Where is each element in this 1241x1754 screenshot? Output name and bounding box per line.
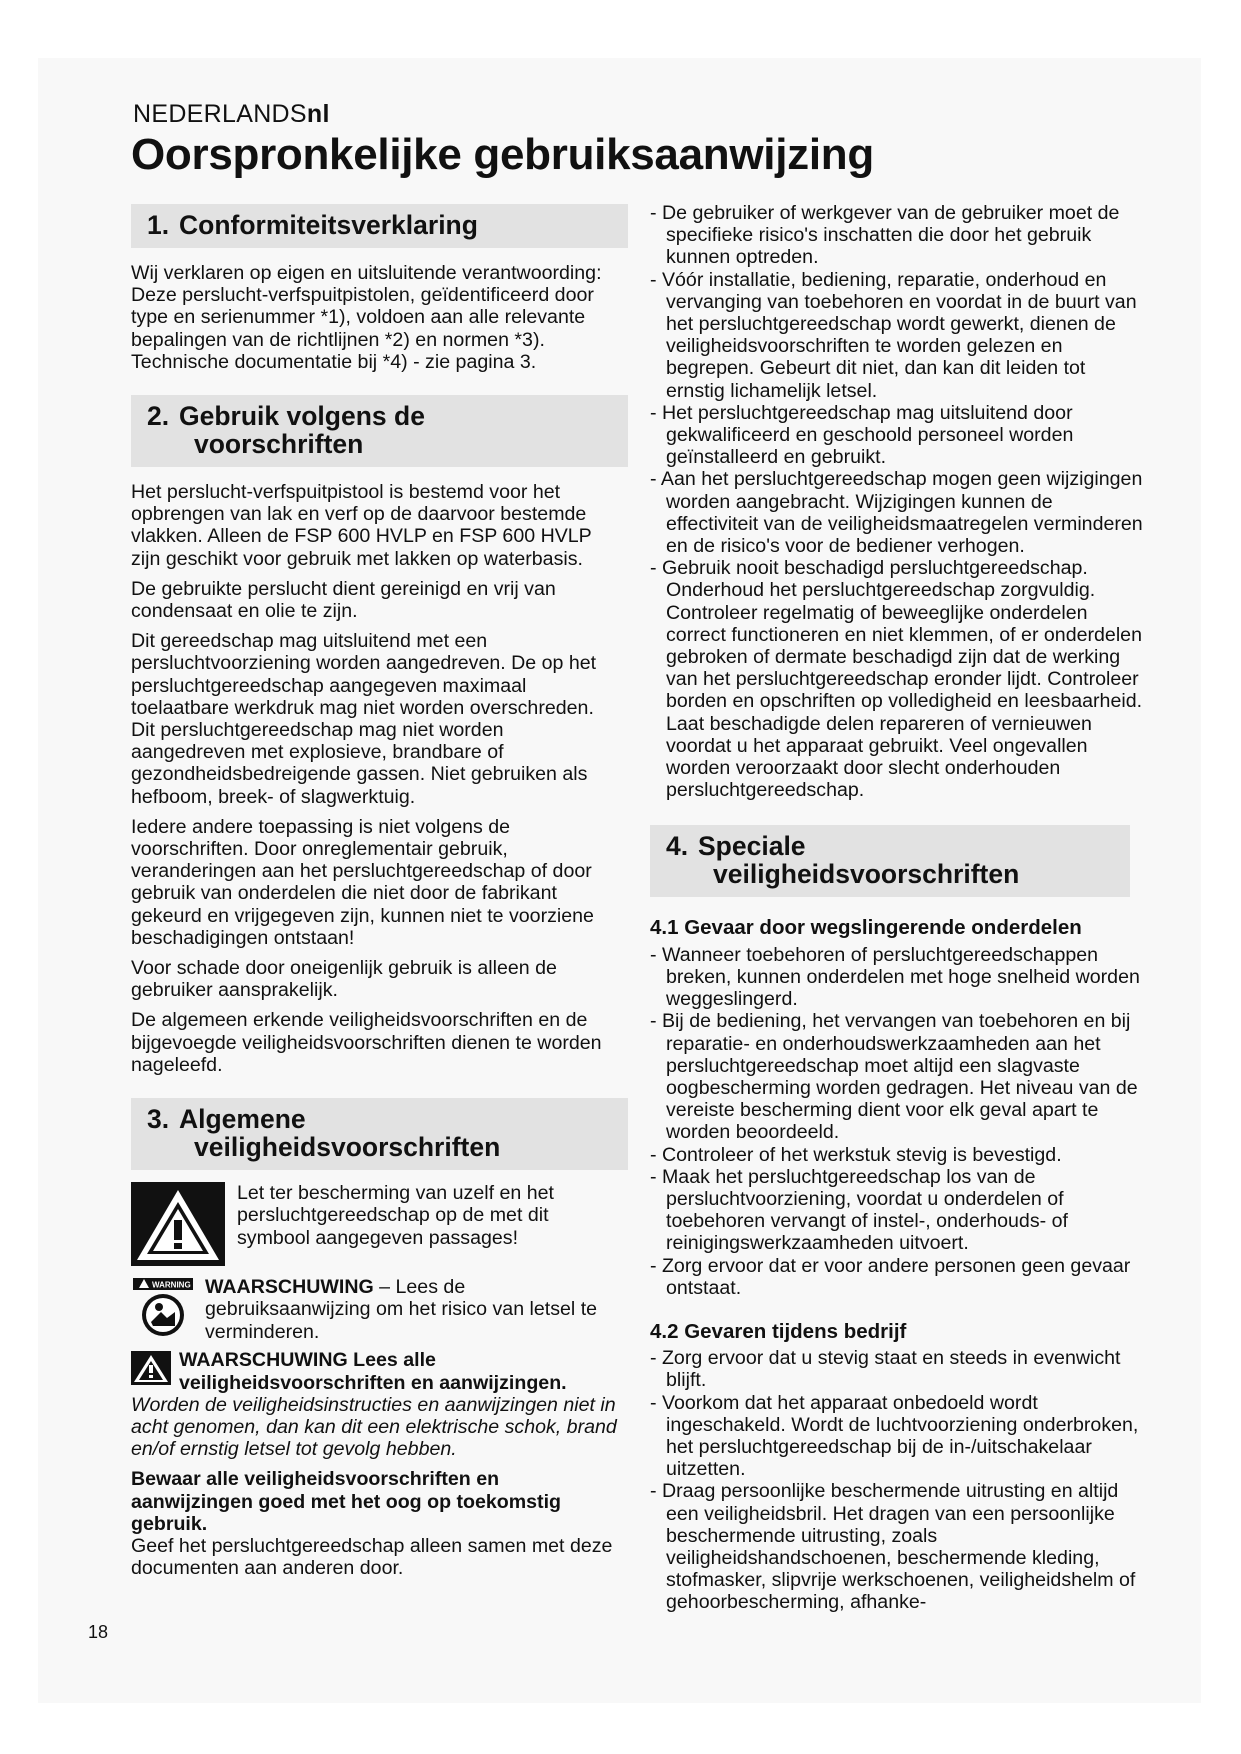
warning-label: WARNING xyxy=(152,1280,191,1290)
section-3-heading: 3. Algemene veiligheidsvoorschriften xyxy=(131,1098,628,1170)
read-manual-icon xyxy=(131,1276,195,1343)
general-warning-block: WAARSCHUWING Lees alle veiligheidsvoorschriften en aanwijzingen. Worden de veiligheidsinstructies en aanwijzingen niet in acht genomen, dan kan dit een elektrische schok, brand en/of ernstig letsel tot gevolg hebben. xyxy=(131,1349,617,1461)
section-2-p5: Voor schade door oneigenlijk gebruik is alleen de gebruiker aansprakelijk. xyxy=(131,957,557,1002)
section-2-p3: Dit gereedschap mag uitsluitend met een persluchtvoorziening worden aangedreven. De op het persluchtgereedschap aangegeven maximaal toelaatbare werkdruk mag niet worden overschreden. Dit persluchtgereedschap mag niet worden aangedreven met explosieve, brandbare of gezondheidsbedreigende gassen. Niet gebruiken als hefboom, breek- of slagwerktuig. xyxy=(131,630,597,808)
section-2-p2: De gebruikte perslucht dient gereinigd en vrij van condensaat en olie te zijn. xyxy=(131,577,556,623)
language-header: NEDERLANDSnl xyxy=(133,100,330,128)
warning-symbol-text: Let ter bescherming van uzelf en het persluchtgereedschap op de met dit symbool aangegeven passages! xyxy=(237,1182,554,1249)
right-column xyxy=(650,202,1146,1614)
list-item: - De gebruiker of werkgever van de gebruiker moet de specifieke risico's inschatten die door het gebruik kunnen optreden. xyxy=(650,202,1120,269)
section-2-p4: Iedere andere toepassing is niet volgens de voorschriften. Door onreglementair gebruik, veranderingen aan het persluchtgereedschap of door gebruik van onderdelen die niet door de fabrikant gekeurd en vrijgegeven zijn, kunnen niet te voorziene beschadigingen ontstaan! xyxy=(131,815,594,949)
list-item: - Voorkom dat het apparaat onbedoeld wordt ingeschakeld. Wordt de luchtvoorziening onderbroken, het persluchtgereedschap bij de in-/uitschakelaar uitzetten. xyxy=(650,1391,1139,1481)
list-item: - Maak het persluchtgereedschap los van de persluchtvoorziening, voordat u onderdelen of toebehoren vervangt of instel-, onderhouds- of reinigingswerkzaamheden uitvoert. xyxy=(650,1165,1068,1255)
section-1-heading: 1. Conformiteitsverklaring xyxy=(131,204,628,248)
subsection-4-1-title: 4.1 Gevaar door wegslingerende onderdelen xyxy=(650,916,1082,940)
warning-symbol-note xyxy=(131,1182,618,1266)
list-item: - Wanneer toebehoren of persluchtgereedschappen breken, kunnen onderdelen met hoge snelheid worden weggeslingerd. xyxy=(650,943,1140,1011)
list-item: - Zorg ervoor dat er voor andere personen geen gevaar ontstaat. xyxy=(650,1254,1131,1299)
section-2-p1: Het perslucht-verfspuitpistool is bestemd voor het opbrengen van lak en verf op de daarvoor bestemde vlakken. Alleen de FSP 600 HVLP en FSP 600 HVLP zijn geschikt voor gebruik met lakken op waterbasis. xyxy=(131,481,592,570)
section-2-p6: De algemeen erkende veiligheidsvoorschriften en de bijgevoegde veiligheidsvoorschriften dienen te worden nageleefd. xyxy=(131,1009,602,1076)
read-manual-warning: WARNING WAARSCHUWING – Lees de gebruiksaanwijzing om het risico van letsel te verminderen. xyxy=(131,1276,618,1343)
page-title: Oorspronkelijke gebruiksaanwijzing xyxy=(131,130,874,179)
section-4-heading: 4. Speciale veiligheidsvoorschriften xyxy=(650,825,1130,897)
warning-triangle-icon xyxy=(131,1182,225,1266)
section-1-text: Wij verklaren op eigen en uitsluitende verantwoording: Deze perslucht-verfspuitpistolen, geïdentificeerd door type en serienummer *1), voldoen aan alle relevante bepalingen van de richtlijnen *2) en normen *3). Technische documentatie bij *4) - zie pagina 3. xyxy=(131,262,602,373)
keep-instructions-bold: Bewaar alle veiligheidsvoorschriften en aanwijzingen goed met het oog op toekomstig gebruik. xyxy=(131,1468,561,1535)
list-item: - Zorg ervoor dat u stevig staat en steeds in evenwicht blijft. xyxy=(650,1347,1121,1392)
list-item: - Het persluchtgereedschap mag uitsluitend door gekwalificeerd en geschoold personeel worden geïnstalleerd en gebruikt. xyxy=(650,401,1074,469)
list-item: - Vóór installatie, bediening, reparatie, onderhoud en vervanging van toebehoren en voordat in de buurt van het persluchtgereedschap wordt gewerkt, dienen de veiligheidsvoorschriften te worden gelezen en begrepen. Gebeurt dit niet, dan kan dit leiden tot ernstig lichamelijk letsel. xyxy=(650,268,1137,402)
page-number: 18 xyxy=(88,1622,109,1642)
keep-instructions-text: Geef het persluchtgereedschap alleen samen met deze documenten aan anderen door. xyxy=(131,1534,613,1580)
list-item: - Gebruik nooit beschadigd persluchtgereedschap. Onderhoud het persluchtgereedschap zorgvuldig. Controleer regelmatig of beweeglijke onderdelen correct functioneren en niet klemmen, of er onderdelen gebroken of dermate beschadigd zijn dat de werking van het persluchtgereedschap eronder lijdt. Controleer borden en opschriften op volledigheid en leesbaarheid. Laat beschadigde delen repareren of vernieuwen voordat u het apparaat gebruikt. Veel ongevallen worden veroorzaakt door slecht onderhouden persluchtgereedschap. xyxy=(650,557,1143,802)
list-item: - Bij de bediening, het vervangen van toebehoren en bij reparatie- en onderhoudswerkzaamheden aan het persluchtgereedschap moet altijd een slagvaste oogbescherming worden gedragen. Het niveau van de vereiste bescherming dient voor elk geval apart te worden beoordeeld. xyxy=(650,1010,1138,1144)
subsection-4-2-title: 4.2 Gevaren tijdens bedrijf xyxy=(650,1319,907,1343)
warning-small-triangle-icon xyxy=(131,1351,171,1385)
left-column xyxy=(131,204,618,1579)
list-item: - Aan het persluchtgereedschap mogen geen wijzigingen worden aangebracht. Wijzigingen kunnen de effectiviteit van de veiligheidsmaatregelen verminderen en de risico's voor de bediener verhogen. xyxy=(650,468,1143,558)
list-item: - Controleer of het werkstuk stevig is bevestigd. xyxy=(650,1143,1062,1166)
list-item: - Draag persoonlijke beschermende uitrusting en altijd een veiligheidsbril. Het dragen van een persoonlijke beschermende uitrusting, zoals veiligheidshandschoenen, beschermende kleding, stofmasker, slipvrije werkschoenen, veiligheidshelm of gehoorbescherming, afhanke- xyxy=(650,1480,1136,1614)
section-2-heading: 2. Gebruik volgens de voorschriften xyxy=(131,395,628,467)
